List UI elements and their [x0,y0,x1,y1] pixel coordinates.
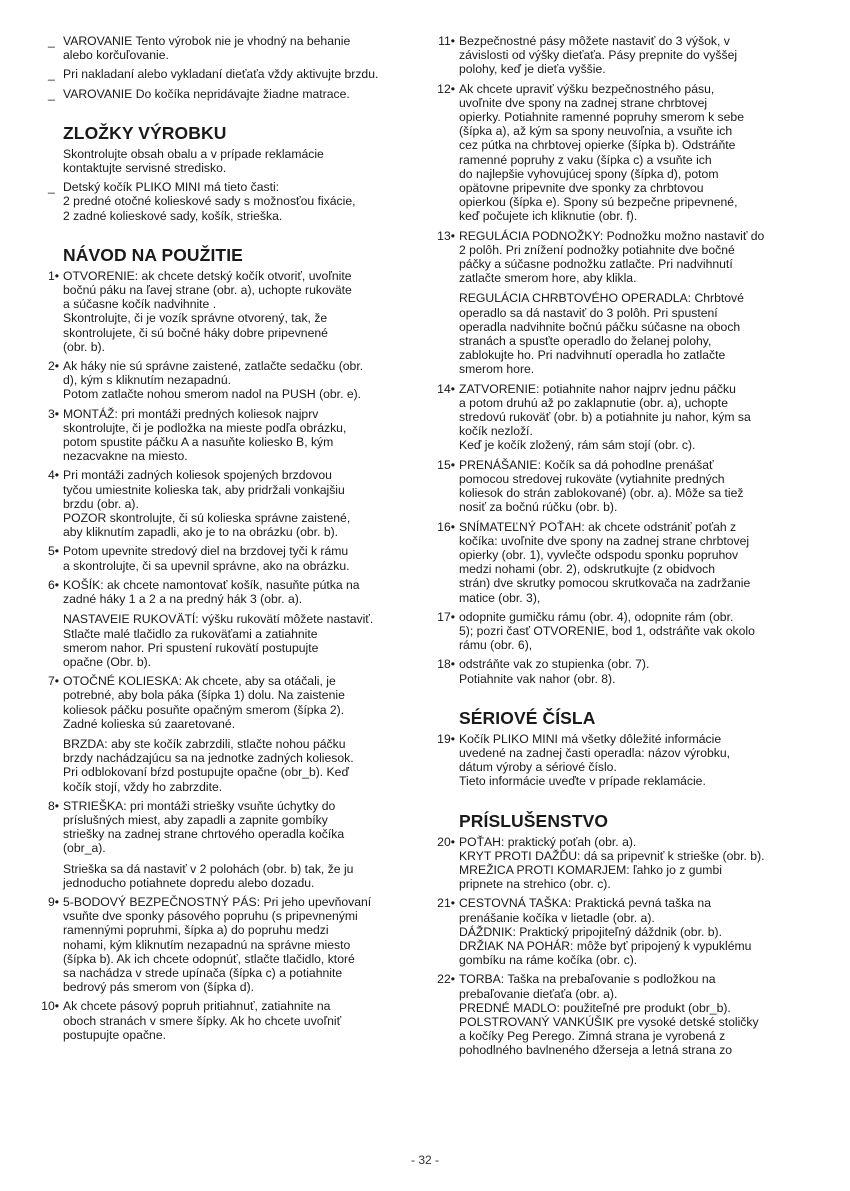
item-number: 16• [437,519,455,534]
list-item [440,34,812,77]
item-subparagraph: BRZDA: aby ste kočík zabrzdili, stlačte nohou páčku brzdy nachádzajúcu sa na jednotke zadných koliesok. Pri odblokovaní bŕzd postupujte opačne (obr_b). Keď kočík stojí, vždy ho zabrzdite. [63,736,354,794]
item-number: 11• [438,34,455,48]
item-subparagraph: REGULÁCIA CHRBTOVÉHO OPERADLA: Chrbtové operadlo sa dá nastaviť do 3 polôh. Pri spustení operadla nadvihnite bočnú páčku súčasne na oboch stranách a spusťte operadlo do želanej polohy, zablokujte ho. Pri nadvihnutí operadla ho zatlačte smerom hore. [459,291,744,377]
list-item [437,228,812,377]
item-number: 6• [47,577,59,592]
item-number: 1• [47,268,59,283]
components-text: Detský kočík PLIKO MINI má tieto časti: 2 predné otočné kolieskové sady s možnosťou fixácie, 2 zadné kolieskové sady, košík, strieška. [63,180,356,223]
list-item [44,895,410,994]
item-text: PRENÁŠANIE: Kočík sa dá pohodlne prenášať pomocou stredovej rukoväte (vytiahnite predných koliesok do strán zablokované) (obr. a). Môže sa tiež nosiť za bočnú rúčku (obr. b). [459,457,744,515]
instructions-heading: NÁVOD NA POUŽITIE [63,244,243,265]
item-text: Kočík PLIKO MINI má všetky dôležité informácie uvedené na zadnej časti operadla: názov výrobku, dátum výroby a sériové číslo. Tieto informácie uveďte v prípade reklamácie. [459,731,731,789]
list-item [437,657,812,686]
item-number: 4• [47,468,59,483]
item-text: odstráňte vak zo stupienka (obr. 7). Potiahnite vak nahor (obr. 8). [459,657,650,686]
list-item [437,896,812,968]
warning-text: VAROVANIE Tento výrobok nie je vhodný na behanie alebo korčuľovanie. [63,34,351,63]
list-item [44,799,410,890]
dash-marker: _ [48,180,55,195]
list-item [44,544,410,572]
list-item [41,999,410,1042]
warning-item [44,34,410,62]
serial-heading: SÉRIOVÉ ČÍSLA [459,707,596,728]
page-number: - 32 - [410,1153,439,1167]
item-number: 22• [437,972,455,987]
item-text: Ak háky nie sú správne zaistené, zatlačte sedačku (obr. d), kým s kliknutím nezapadnú. Potom zatlačte nohou smerom nadol na PUSH (obr. e). [63,359,364,402]
warning-text: Pri nakladaní alebo vykladaní dieťaťa vždy aktivujte brzdu. [63,67,379,82]
item-text: MONTÁŽ: pri montáži predných koliesok najprv skontrolujte, či je podložka na mieste podľa obrázku, potom spustite páčku A a nasuňte koliesko B, kým nezacvakne na miesto. [63,406,347,464]
item-number: 10• [41,999,59,1014]
list-item [437,731,812,789]
item-text: OTVORENIE: ak chcete detský kočík otvoriť, uvoľnite bočnú páku na ľavej strane (obr. a), uchopte rukoväte a súčasne kočík nadvihnite . Skontrolujte, či je vozík správne otvorený, tak, že skontrolujete, či sú bočné háky dobre pripevnené (obr. b). [63,268,352,354]
warning-text: VAROVANIE Do kočíka nepridávajte žiadne matrace. [63,86,350,101]
item-text: OTOČNÉ KOLIESKA: Ak chcete, aby sa otáčali, je potrebné, aby bola páka (šípka 1) dolu. Na zaistenie koliesok páčku posuňte opačným smerom (šípka 2). Zadné kolieska sú zaaretované. [63,674,345,731]
item-text: SNÍMATEĽNÝ POŤAH: ak chcete odstrániť poťah z kočíka: uvoľnite dve spony na zadnej strane chrbtovej opierky (obr. 1), vyvlečte odspodu sponku popruhov medzi nohami (obr. 2), odskrutkujte (z obidvoch strán) dve skrutky pomocou skrutkovača na zadržanie matice (obr. 3), [459,519,751,605]
item-number: 19• [437,731,455,746]
warning-list [44,34,410,101]
list-item [437,519,812,605]
item-text: STRIEŠKA: pri montáži striešky vsuňte úchytky do príslušných miest, aby zapadli a zapnite gombíky striešky na zadnej strane chrtového operadla kočíka (obr_a). [63,798,345,856]
list-item [437,834,812,892]
item-number: 13• [437,228,455,243]
dash-marker: _ [48,67,55,82]
right-column [437,34,812,1063]
item-subparagraph: Strieška sa dá nastaviť v 2 polohách (obr. b) tak, že ju jednoducho potiahnete dopredu alebo dozadu. [63,861,354,890]
list-item [44,578,410,669]
item-number: 9• [47,894,59,909]
item-subparagraph: NASTAVEIE RUKOVÄTÍ: výšku rukovätí môžete nastaviť. Stlačte malé tlačidlo za rukoväťami a zatiahnite smerom nahor. Pri spustení rukovätí postupujte opačne (Obr. b). [63,612,374,669]
item-text: POŤAH: praktický poťah (obr. a). KRYT PROTI DAŽĎU: dá sa pripevniť k strieške (obr. b). MREŽICA PROTI KOMARJEM: ľahko jo z gumbi pripnete na strehico (obr. c). [459,834,765,892]
item-number: 21• [437,896,455,911]
item-number: 17• [437,609,455,624]
item-text: ZATVORENIE: potiahnite nahor najprv jednu páčku a potom druhú až po zaklapnutie (obr. a), uchopte stredovú rukoväť (obr. b) a potiahnite ju nahor, kým sa kočík nezloží. Keď je kočík zložený, rám sám stojí (obr. c). [459,381,751,453]
item-number: 3• [47,406,59,421]
item-number: 7• [47,674,59,689]
list-item [44,674,410,794]
item-text: TORBA: Taška na prebaľovanie s podložkou na prebaľovanie dieťaťa (obr. a). PREDNÉ MADLO: použiteľné pre produkt (obr_b). POLSTROVANÝ VANKÚŠIK pre vysoké detské stoličky a kočíky Peg Perego. Zimná strana je vyrobená z pohodlného bavlneného džerseja a letná strana zo [459,972,759,1058]
accessories-heading: PRÍSLUŠENSTVO [459,810,609,831]
item-text: Potom upevnite stredový diel na brzdovej tyči k rámu a skontrolujte, či sa upevnil správne, ako na obrázku. [63,544,350,573]
components-heading: ZLOŽKY VÝROBKU [63,122,227,143]
left-column [41,34,410,1047]
item-number: 20• [437,834,455,849]
item-text: Ak chcete upraviť výšku bezpečnostného pásu, uvoľnite dve spony na zadnej strane chrbtovej opierky. Potiahnite ramenné popruhy smerom k sebe (šípka a), až kým sa spony neuvoľnia, a vsuňte ich cez pútka na chrbtovej opierke (šípka b). Odstráňte ramenné popruhy z vaku (šípka c) a vsuňte ich do najlepšie vyhovujúcej spony (šípka d), potom opätovne pripevnite dve sponky za chrbtovou opierkou (šípka e). Spony sú bezpečne pripevnené, keď počujete ich kliknutie (obr. f). [459,81,744,224]
item-text: CESTOVNÁ TAŠKA: Praktická pevná taška na prenášanie kočíka v lietadle (obr. a). DÁŽDNIK: Praktický pripojiteľný dáždnik (obr. b). DRŽIAK NA POHÁR: môže byť pripojený k vypuklému gombíku na ráme kočíka (obr. c). [459,896,752,968]
list-item [437,609,812,653]
list-item [44,269,410,354]
item-text: REGULÁCIA PODNOŽKY: Podnožku možno nastaviť do 2 polôh. Pri znížení podnožky potiahnite dve bočné páčky a súčasne podnožku zatlačte. Pri nadvihnutí zatlačte smerom hore, aby klikla. [459,228,765,286]
warning-item [44,87,410,101]
list-item [437,81,812,224]
list-item [44,407,410,464]
item-number: 5• [47,544,59,559]
item-number: 18• [437,657,455,672]
list-item [437,972,812,1058]
item-number: 12• [437,81,455,96]
item-number: 2• [47,359,59,374]
item-text: 5-BODOVÝ BEZPEČNOSTNÝ PÁS: Pri jeho upevňovaní vsuňte dve sponky pásového popruhu (s pripevnenými ramennými popruhmi, šípka a) do popruhu medzi nohami, kým kliknutím nezapadnú na správne miesto (šípka b). Ak ich chcete odopnúť, stlačte tlačidlo, ktoré sa nachádza v strede upínača (šípka c) a potiahnite bedrový pás smerom von (šípka d). [63,894,372,995]
instructions-list [41,268,410,1042]
list-item [437,457,812,515]
serial-list [437,731,812,789]
accessories-list [437,834,812,1058]
item-text: KOŠÍK: ak chcete namontovať košík, nasuňte pútka na zadné háky 1 a 2 a na predný hák 3 (obr. a). [63,577,360,607]
components-intro: Skontrolujte obsah obalu a v prípade reklamácie kontaktujte servisné stredisko. [63,146,324,176]
item-number: 8• [47,798,59,813]
instructions-list-continued [437,34,812,686]
dash-marker: _ [48,34,55,48]
list-item [44,359,410,402]
item-text: odopnite gumičku rámu (obr. 4), odopnite rám (obr. 5); pozri časť OTVORENIE, bod 1, odstráňte vak okolo rámu (obr. 6), [459,609,755,653]
item-number: 15• [437,457,455,472]
item-text: Bezpečnostné pásy môžete nastaviť do 3 výšok, v závislosti od výšky dieťaťa. Pásy prepnite do vyššej polohy, keď je dieťa vyššie. [459,34,738,77]
list-item [437,381,812,453]
list-item [44,468,410,539]
dash-marker: _ [48,86,55,101]
item-number: 14• [437,381,455,396]
warning-item [44,67,410,81]
item-text: Pri montáži zadných koliesok spojených brzdovou tyčou umiestnite kolieska tak, aby pridržali vonkajšiu brzdu (obr. a). POZOR skontrolujte, či sú kolieska správne zaistené, aby kliknutím zapadli, ako je to na obrázku (obr. b). [63,468,351,540]
item-text: Ak chcete pásový popruh pritiahnuť, zatiahnite na oboch stranách v smere šípky. Ak ho chcete uvoľniť postupujte opačne. [63,999,342,1042]
components-list-item [44,180,410,223]
